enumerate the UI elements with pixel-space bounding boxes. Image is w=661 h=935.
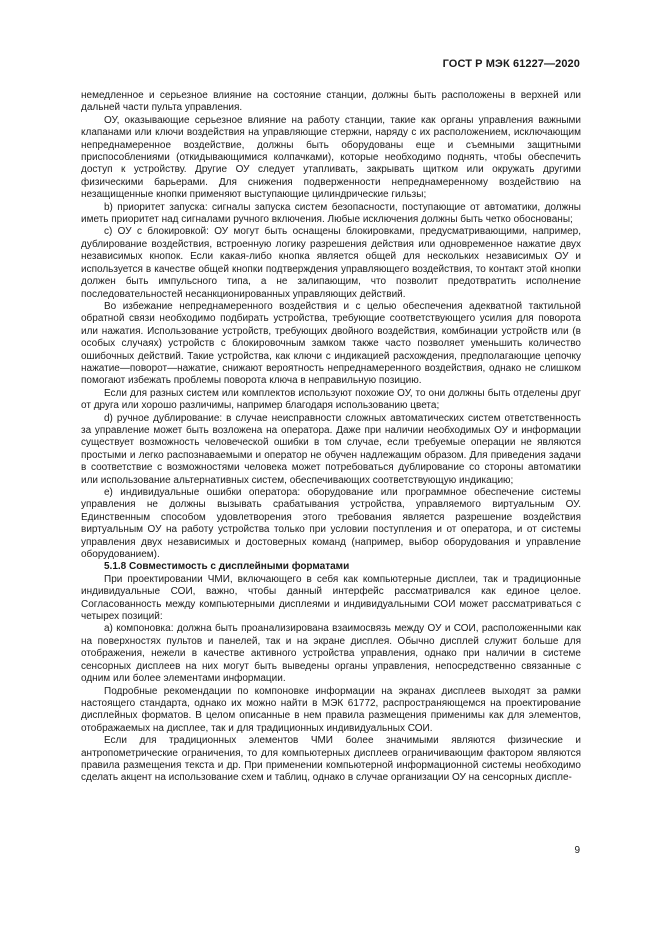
paragraph: немедленное и серьезное влияние на состояние станции, должны быть расположены в верхней или дальней части пульта управления. <box>81 90 581 114</box>
paragraph: Если для разных систем или комплектов используют похожие ОУ, то они должны быть отделены друг от друга или хорошо различимы, например благодаря использованию цвета; <box>81 387 581 412</box>
standard-designation: ГОСТ Р МЭК 61227—2020 <box>442 58 580 70</box>
paragraph: c) ОУ с блокировкой: ОУ могут быть оснащены блокировками, предусматривающими, например, дублирование воздействия, встроенную логику разрешения действия или одновременное нажатие двух независимых кнопок. Если какая-либо кнопка является общей для нескольких независимых ОУ и используется в качестве общей кнопки подтверждения управляющего воздействия, то контакт этой кнопки должен быть импульсного типа, а не залипающим, что позволит предотвратить исполнение последовательностей несанкционированных управляющих действий. <box>81 226 581 300</box>
paragraph: d) ручное дублирование: в случае неисправности сложных автоматических систем ответственность за управление может быть возложена на оператора. Даже при наличии необходимых ОУ и информации существует возможность человеческой ошибки в том случае, если требуемые операции не являются простыми и легко распознаваемыми и оператор не обучен надлежащим образом. Для приведения задачи в соответствие с возможностями человека может потребоваться дублирование со стороны автоматики или использование альтернативных систем, обеспечивающих соответствующую индикацию; <box>81 412 581 486</box>
paragraph: Подробные рекомендации по компоновке информации на экранах дисплеев выходят за рамки настоящего стандарта, однако их можно найти в МЭК 61772, распространяющемся на проектирование дисплейных форматов. В целом описанные в нем правила размещения применимы как для элементов, отображаемых на дисплее, так и для традиционных индивидуальных СОИ. <box>81 685 581 734</box>
page-body <box>81 90 581 785</box>
section-heading: 5.1.8 Совместимость с дисплейными форматами <box>104 561 350 573</box>
paragraph: Если для традиционных элементов ЧМИ более значимыми являются физические и антропометрические ограничения, то для компьютерных дисплеев ограничивающим фактором являются правила размещения текста и др. При применении компьютерной информационной системы необходимо сделать акцент на использование схем и таблиц, однако в случае организации ОУ на сенсорных диспле- <box>81 735 581 784</box>
paragraph: e) индивидуальные ошибки оператора: оборудование или программное обеспечение системы управления не должны вызывать срабатывания устройства, управляемого виртуальным ОУ. Единственным способом удовлетворения этого требования является разрешение воздействия виртуальным ОУ на работу устройства только при условии поступления и от оператора, и от системы управления двух независимых и достоверных команд (например, выбор оборудования и управление оборудованием). <box>81 487 581 561</box>
paragraph: При проектировании ЧМИ, включающего в себя как компьютерные дисплеи, так и традиционные индивидуальные СОИ, важно, чтобы данный интерфейс рассматривался как единое целое. Согласованность между компьютерными дисплеями и индивидуальными СОИ может рассматриваться с четырех позиций: <box>81 573 581 623</box>
paragraph: ОУ, оказывающие серьезное влияние на работу станции, такие как органы управления важными клапанами или ключи воздействия на управляющие стержни, наряду с их расположением, исключающим непреднамеренное воздействие, должны быть оборудованы еще и съемными защитными приспособлениями (откидывающимися колпачками), которые необходимо поднять, чтобы обеспечить доступ к устройству. Другие ОУ следует утапливать, закрывать щитком или окружать другими физическими барьерами. Для снижения подверженности непреднамеренному воздействию на незащищенные кнопки применяют выступающие цилиндрические гильзы; <box>81 114 581 201</box>
paragraph: b) приоритет запуска: сигналы запуска систем безопасности, поступающие от автоматики, должны иметь приоритет над сигналами ручного включения. Любые исключения должны быть четко обоснованы; <box>81 201 581 226</box>
page-number: 9 <box>574 845 580 856</box>
paragraph: а) компоновка: должна быть проанализирована взаимосвязь между ОУ и СОИ, расположенными как на поверхностях пультов и панелей, так и на экране дисплея. Обычно дисплей служит больше для отображения, нежели в качестве активного устройства управления, однако при наличии в системе сенсорных дисплеев на них могут быть выведены органы управления, непосредственно связанные с одним или более элементами информации. <box>81 623 581 685</box>
paragraph: Во избежание непреднамеренного воздействия и с целью обеспечения адекватной тактильной обратной связи необходимо подбирать устройства, требующие соответствующего усилия для поворота или нажатия. Использование устройств, требующих двойного воздействия, комбинации устройств или (в особых случаях) устройств с блокировочным замком также часто позволяет уменьшить количество ошибочных действий. Такие устройства, как ключи с индикацией расхождения, предполагающие цепочку нажатие—поворот—нажатие, снижают вероятность непреднамеренного воздействия, однако не слишком помогают избежать проблемы поворота ключа в неправильную позицию. <box>81 300 581 387</box>
